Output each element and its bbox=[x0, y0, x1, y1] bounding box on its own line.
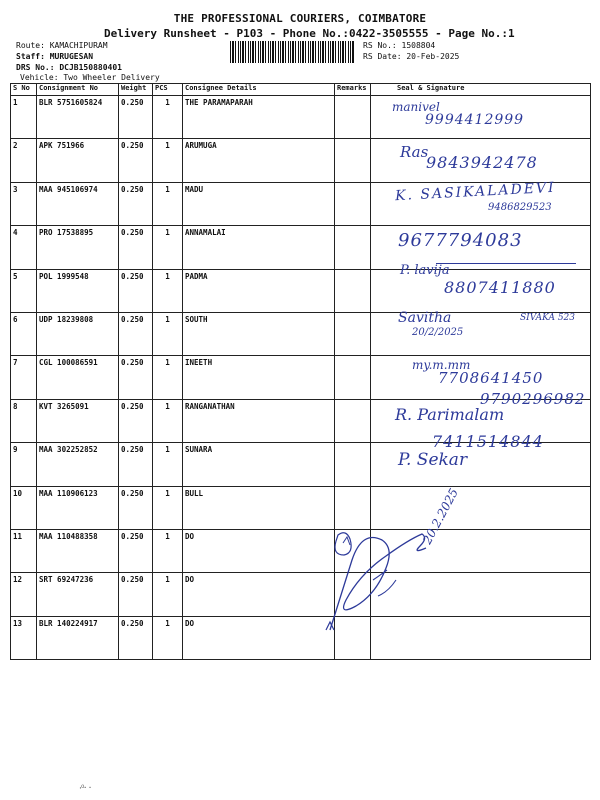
cell-weight: 0.250 bbox=[119, 616, 153, 659]
cell-consignment: KVT 3265091 bbox=[37, 399, 119, 442]
cell-consignee: DO bbox=[183, 573, 335, 616]
cell-weight: 0.250 bbox=[119, 573, 153, 616]
cell-consignee: SUNARA bbox=[183, 443, 335, 486]
cell-weight: 0.250 bbox=[119, 139, 153, 182]
cell-pcs: 1 bbox=[153, 356, 183, 399]
cell-weight: 0.250 bbox=[119, 182, 153, 225]
cell-consignment: MAA 302252852 bbox=[37, 443, 119, 486]
cell-consignee: THE PARAMAPARAH bbox=[183, 96, 335, 139]
signature-11-date: 20.2.2025 bbox=[420, 486, 462, 547]
signature-5-name: P. lavija bbox=[400, 263, 450, 278]
cell-pcs: 1 bbox=[153, 616, 183, 659]
cell-sno: 8 bbox=[11, 399, 37, 442]
signature-7-name: my.m.mm bbox=[412, 358, 471, 372]
col-header-sno: S No bbox=[11, 84, 37, 96]
col-header-consignment: Consignment No bbox=[37, 84, 119, 96]
signature-2-name: Ras bbox=[400, 143, 429, 161]
cell-sno: 2 bbox=[11, 139, 37, 182]
col-header-seal: Seal & Signature bbox=[371, 84, 591, 96]
cell-consignee: DO bbox=[183, 616, 335, 659]
signature-1-phone: 9994412999 bbox=[425, 112, 525, 128]
cell-consignment: SRT 69247236 bbox=[37, 573, 119, 616]
cell-pcs: 1 bbox=[153, 269, 183, 312]
cell-consignment: BLR 5751605824 bbox=[37, 96, 119, 139]
cell-sno: 10 bbox=[11, 486, 37, 529]
signature-7-phone: 7708641450 bbox=[438, 369, 544, 387]
col-header-pcs: PCS bbox=[153, 84, 183, 96]
cell-consignment: POL 1999548 bbox=[37, 269, 119, 312]
cell-weight: 0.250 bbox=[119, 312, 153, 355]
signature-5-phone: 8807411880 bbox=[444, 278, 556, 297]
cell-pcs: 1 bbox=[153, 139, 183, 182]
cell-pcs: 1 bbox=[153, 573, 183, 616]
rs-number: RS No.: 1508804 bbox=[363, 41, 436, 50]
signature-9-phone: 7411514844 bbox=[432, 432, 544, 451]
cell-weight: 0.250 bbox=[119, 529, 153, 572]
cell-sno: 7 bbox=[11, 356, 37, 399]
cell-pcs: 1 bbox=[153, 96, 183, 139]
signature-3-name: K. SASIKALADEVI bbox=[394, 179, 556, 205]
cell-consignee: INEETH bbox=[183, 356, 335, 399]
cell-pcs: 1 bbox=[153, 312, 183, 355]
cell-consignee: ANNAMALAI bbox=[183, 226, 335, 269]
cell-consignee: ARUMUGA bbox=[183, 139, 335, 182]
cell-consignment: CGL 100086591 bbox=[37, 356, 119, 399]
cell-pcs: 1 bbox=[153, 399, 183, 442]
cell-sno: 1 bbox=[11, 96, 37, 139]
cell-sno: 9 bbox=[11, 443, 37, 486]
route-label: Route: KAMACHIPURAM bbox=[16, 41, 108, 50]
cell-pcs: 1 bbox=[153, 443, 183, 486]
signature-1-name: manivel bbox=[392, 100, 440, 114]
cell-sno: 11 bbox=[11, 529, 37, 572]
runsheet-subtitle: Delivery Runsheet - P103 - Phone No.:0422-3505555 - Page No.:1 bbox=[104, 27, 515, 40]
signature-9-name: R. Parimalam bbox=[395, 405, 505, 424]
drs-number: DRS No.: DCJB150880401 bbox=[16, 63, 122, 72]
cell-consignment: MAA 110488358 bbox=[37, 529, 119, 572]
cell-consignee: BULL bbox=[183, 486, 335, 529]
col-header-remarks: Remarks bbox=[335, 84, 371, 96]
staff-label: Staff: MURUGESAN bbox=[16, 52, 94, 61]
cell-consignment: PRO 17538895 bbox=[37, 226, 119, 269]
cell-sno: 6 bbox=[11, 312, 37, 355]
cell-weight: 0.250 bbox=[119, 486, 153, 529]
vehicle-label: Vehicle: Two Wheeler Delivery bbox=[20, 73, 160, 82]
footer-mark: ·ͦ·· bbox=[78, 783, 93, 792]
cell-weight: 0.250 bbox=[119, 226, 153, 269]
cell-consignee: SOUTH bbox=[183, 312, 335, 355]
cell-pcs: 1 bbox=[153, 529, 183, 572]
cell-sno: 5 bbox=[11, 269, 37, 312]
cell-pcs: 1 bbox=[153, 226, 183, 269]
signature-6-extra: SIVAKA 523 bbox=[520, 313, 576, 323]
signature-4-phone: 9677794083 bbox=[398, 230, 523, 251]
rs-date: RS Date: 20-Feb-2025 bbox=[363, 52, 460, 61]
signature-8-phone: 9790296982 bbox=[480, 390, 586, 408]
cell-consignment: MAA 945106974 bbox=[37, 182, 119, 225]
signature-10-name: P. Sekar bbox=[398, 450, 468, 470]
cell-sno: 13 bbox=[11, 616, 37, 659]
cell-weight: 0.250 bbox=[119, 269, 153, 312]
cell-weight: 0.250 bbox=[119, 96, 153, 139]
cell-weight: 0.250 bbox=[119, 356, 153, 399]
cell-sno: 4 bbox=[11, 226, 37, 269]
signature-3-phone: 9486829523 bbox=[488, 202, 552, 213]
signature-2-phone: 9843942478 bbox=[426, 153, 538, 172]
cell-consignee: MADU bbox=[183, 182, 335, 225]
cell-consignment: MAA 110906123 bbox=[37, 486, 119, 529]
cell-sno: 12 bbox=[11, 573, 37, 616]
col-header-weight: Weight bbox=[119, 84, 153, 96]
cell-consignment: UDP 18239808 bbox=[37, 312, 119, 355]
signature-6-date: 20/2/2025 bbox=[412, 327, 464, 338]
col-header-consignee: Consignee Details bbox=[183, 84, 335, 96]
cell-consignment: BLR 140224917 bbox=[37, 616, 119, 659]
cell-consignee: PADMA bbox=[183, 269, 335, 312]
cell-weight: 0.250 bbox=[119, 443, 153, 486]
cell-consignee: RANGANATHAN bbox=[183, 399, 335, 442]
cell-sno: 3 bbox=[11, 182, 37, 225]
company-title: THE PROFESSIONAL COURIERS, COIMBATORE bbox=[173, 12, 427, 25]
cell-consignment: APK 751966 bbox=[37, 139, 119, 182]
signature-6-name: Savitha bbox=[398, 310, 452, 326]
cell-pcs: 1 bbox=[153, 486, 183, 529]
cell-weight: 0.250 bbox=[119, 399, 153, 442]
cell-pcs: 1 bbox=[153, 182, 183, 225]
cell-consignee: DO bbox=[183, 529, 335, 572]
